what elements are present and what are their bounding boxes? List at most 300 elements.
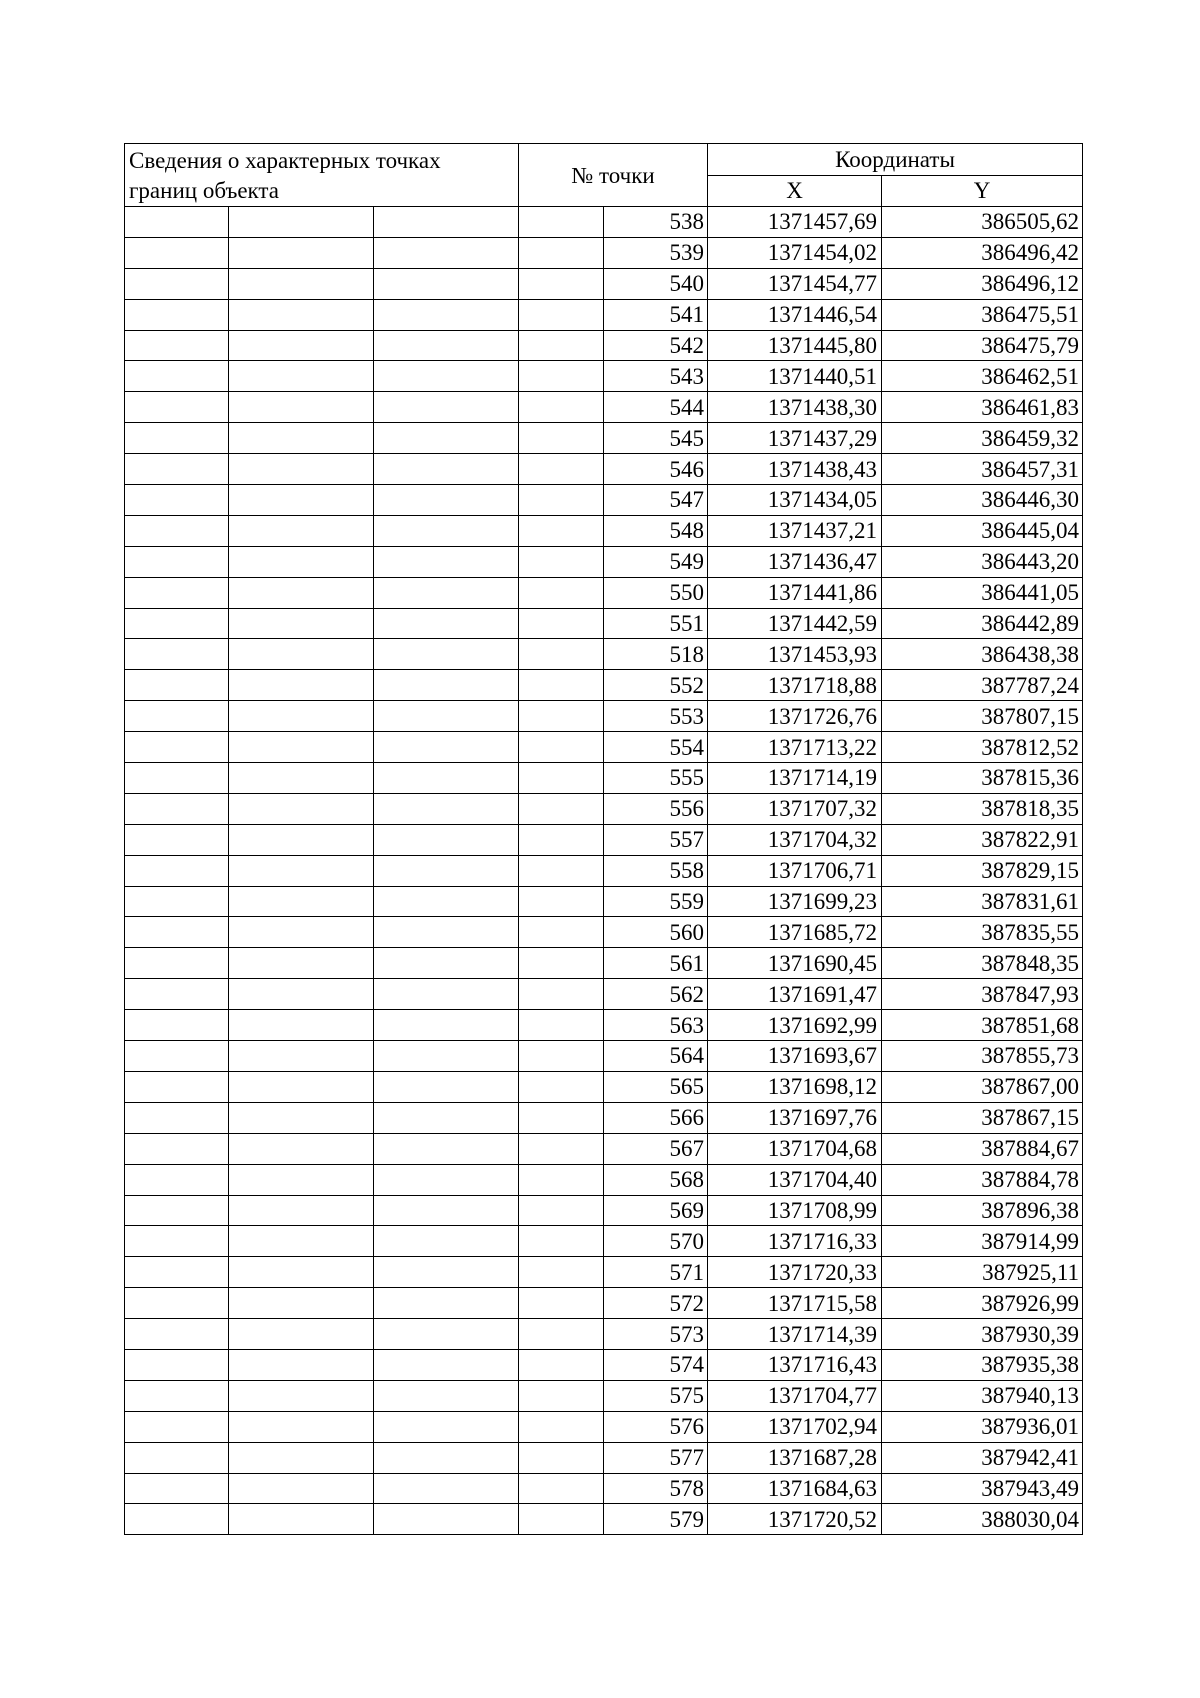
point-number-cell: 538 bbox=[604, 207, 708, 238]
x-coordinate-cell: 1371708,99 bbox=[708, 1195, 882, 1226]
x-coordinate-cell: 1371718,88 bbox=[708, 670, 882, 701]
empty-cell bbox=[125, 1442, 229, 1473]
empty-cell bbox=[374, 732, 519, 763]
x-coordinate-cell: 1371454,02 bbox=[708, 237, 882, 268]
empty-cell bbox=[374, 1071, 519, 1102]
point-number-cell: 553 bbox=[604, 701, 708, 732]
y-coordinate-cell: 386475,51 bbox=[882, 299, 1083, 330]
empty-cell bbox=[229, 237, 374, 268]
empty-cell bbox=[374, 1102, 519, 1133]
x-coordinate-cell: 1371704,77 bbox=[708, 1380, 882, 1411]
table-row bbox=[125, 1349, 1083, 1380]
empty-cell bbox=[125, 1195, 229, 1226]
y-coordinate-cell: 386457,31 bbox=[882, 454, 1083, 485]
point-number-cell: 570 bbox=[604, 1226, 708, 1257]
empty-cell bbox=[519, 268, 604, 299]
empty-cell bbox=[519, 1442, 604, 1473]
y-coordinate-cell: 387935,38 bbox=[882, 1349, 1083, 1380]
empty-cell bbox=[125, 763, 229, 794]
empty-cell bbox=[125, 1349, 229, 1380]
x-coordinate-cell: 1371698,12 bbox=[708, 1071, 882, 1102]
point-number-cell: 546 bbox=[604, 454, 708, 485]
point-number-cell: 564 bbox=[604, 1041, 708, 1072]
empty-cell bbox=[519, 1473, 604, 1504]
empty-cell bbox=[374, 207, 519, 238]
point-number-cell: 579 bbox=[604, 1504, 708, 1535]
empty-cell bbox=[374, 1164, 519, 1195]
empty-cell bbox=[519, 732, 604, 763]
y-coordinate-cell: 386441,05 bbox=[882, 577, 1083, 608]
empty-cell bbox=[229, 392, 374, 423]
x-coordinate-cell: 1371706,71 bbox=[708, 855, 882, 886]
empty-cell bbox=[125, 1133, 229, 1164]
empty-cell bbox=[125, 979, 229, 1010]
empty-cell bbox=[374, 268, 519, 299]
y-coordinate-cell: 387896,38 bbox=[882, 1195, 1083, 1226]
empty-cell bbox=[229, 1164, 374, 1195]
header-y-cell: Y bbox=[882, 175, 1083, 207]
empty-cell bbox=[229, 423, 374, 454]
empty-cell bbox=[229, 701, 374, 732]
x-coordinate-cell: 1371441,86 bbox=[708, 577, 882, 608]
y-coordinate-cell: 386442,89 bbox=[882, 608, 1083, 639]
table-row bbox=[125, 1380, 1083, 1411]
empty-cell bbox=[125, 1380, 229, 1411]
table-row bbox=[125, 917, 1083, 948]
empty-cell bbox=[374, 330, 519, 361]
point-number-cell: 578 bbox=[604, 1473, 708, 1504]
empty-cell bbox=[519, 824, 604, 855]
empty-cell bbox=[519, 577, 604, 608]
point-number-cell: 543 bbox=[604, 361, 708, 392]
empty-cell bbox=[125, 1071, 229, 1102]
point-number-cell: 542 bbox=[604, 330, 708, 361]
x-coordinate-cell: 1371692,99 bbox=[708, 1010, 882, 1041]
x-coordinate-cell: 1371691,47 bbox=[708, 979, 882, 1010]
x-coordinate-cell: 1371720,52 bbox=[708, 1504, 882, 1535]
table-row bbox=[125, 979, 1083, 1010]
empty-cell bbox=[374, 1473, 519, 1504]
point-number-cell: 554 bbox=[604, 732, 708, 763]
empty-cell bbox=[519, 979, 604, 1010]
x-coordinate-cell: 1371690,45 bbox=[708, 948, 882, 979]
empty-cell bbox=[374, 1041, 519, 1072]
empty-cell bbox=[519, 886, 604, 917]
empty-cell bbox=[519, 330, 604, 361]
empty-cell bbox=[519, 855, 604, 886]
empty-cell bbox=[519, 670, 604, 701]
empty-cell bbox=[519, 917, 604, 948]
empty-cell bbox=[229, 1102, 374, 1133]
y-coordinate-cell: 387936,01 bbox=[882, 1411, 1083, 1442]
empty-cell bbox=[125, 793, 229, 824]
empty-cell bbox=[374, 855, 519, 886]
point-number-cell: 552 bbox=[604, 670, 708, 701]
empty-cell bbox=[374, 608, 519, 639]
x-coordinate-cell: 1371699,23 bbox=[708, 886, 882, 917]
point-number-cell: 559 bbox=[604, 886, 708, 917]
x-coordinate-cell: 1371714,19 bbox=[708, 763, 882, 794]
table-row bbox=[125, 1041, 1083, 1072]
empty-cell bbox=[125, 670, 229, 701]
empty-cell bbox=[229, 1195, 374, 1226]
empty-cell bbox=[125, 732, 229, 763]
empty-cell bbox=[229, 515, 374, 546]
empty-cell bbox=[229, 1411, 374, 1442]
empty-cell bbox=[125, 855, 229, 886]
y-coordinate-cell: 387940,13 bbox=[882, 1380, 1083, 1411]
empty-cell bbox=[229, 1041, 374, 1072]
table-row bbox=[125, 299, 1083, 330]
empty-cell bbox=[229, 824, 374, 855]
table-row bbox=[125, 515, 1083, 546]
point-number-cell: 562 bbox=[604, 979, 708, 1010]
table-row bbox=[125, 577, 1083, 608]
y-coordinate-cell: 387851,68 bbox=[882, 1010, 1083, 1041]
empty-cell bbox=[374, 546, 519, 577]
y-coordinate-cell: 386462,51 bbox=[882, 361, 1083, 392]
empty-cell bbox=[229, 855, 374, 886]
table-row bbox=[125, 763, 1083, 794]
empty-cell bbox=[374, 1319, 519, 1350]
empty-cell bbox=[125, 886, 229, 917]
header-x-cell: X bbox=[708, 175, 882, 207]
table-row bbox=[125, 546, 1083, 577]
table-row bbox=[125, 207, 1083, 238]
empty-cell bbox=[374, 237, 519, 268]
empty-cell bbox=[519, 454, 604, 485]
empty-cell bbox=[519, 299, 604, 330]
table-body bbox=[125, 207, 1083, 1535]
empty-cell bbox=[125, 1257, 229, 1288]
empty-cell bbox=[229, 1473, 374, 1504]
empty-cell bbox=[519, 1349, 604, 1380]
point-number-cell: 550 bbox=[604, 577, 708, 608]
y-coordinate-cell: 386446,30 bbox=[882, 485, 1083, 516]
empty-cell bbox=[229, 1133, 374, 1164]
y-coordinate-cell: 387942,41 bbox=[882, 1442, 1083, 1473]
empty-cell bbox=[374, 1288, 519, 1319]
table-row bbox=[125, 886, 1083, 917]
table-row bbox=[125, 1411, 1083, 1442]
empty-cell bbox=[374, 639, 519, 670]
table-row bbox=[125, 948, 1083, 979]
x-coordinate-cell: 1371442,59 bbox=[708, 608, 882, 639]
y-coordinate-cell: 386475,79 bbox=[882, 330, 1083, 361]
x-coordinate-cell: 1371437,29 bbox=[708, 423, 882, 454]
x-coordinate-cell: 1371434,05 bbox=[708, 485, 882, 516]
y-coordinate-cell: 386445,04 bbox=[882, 515, 1083, 546]
empty-cell bbox=[125, 1504, 229, 1535]
empty-cell bbox=[125, 1164, 229, 1195]
x-coordinate-cell: 1371715,58 bbox=[708, 1288, 882, 1319]
empty-cell bbox=[374, 485, 519, 516]
table-row bbox=[125, 1195, 1083, 1226]
y-coordinate-cell: 387835,55 bbox=[882, 917, 1083, 948]
empty-cell bbox=[229, 330, 374, 361]
table-row bbox=[125, 824, 1083, 855]
empty-cell bbox=[229, 207, 374, 238]
empty-cell bbox=[519, 763, 604, 794]
empty-cell bbox=[125, 1010, 229, 1041]
point-number-cell: 518 bbox=[604, 639, 708, 670]
y-coordinate-cell: 387884,78 bbox=[882, 1164, 1083, 1195]
table-row bbox=[125, 237, 1083, 268]
table-row bbox=[125, 1442, 1083, 1473]
x-coordinate-cell: 1371436,47 bbox=[708, 546, 882, 577]
empty-cell bbox=[229, 454, 374, 485]
empty-cell bbox=[374, 1010, 519, 1041]
empty-cell bbox=[125, 1473, 229, 1504]
header-info-cell: Сведения о характерных точках границ объекта bbox=[125, 144, 519, 207]
empty-cell bbox=[229, 886, 374, 917]
empty-cell bbox=[519, 1288, 604, 1319]
point-number-cell: 561 bbox=[604, 948, 708, 979]
y-coordinate-cell: 387884,67 bbox=[882, 1133, 1083, 1164]
x-coordinate-cell: 1371687,28 bbox=[708, 1442, 882, 1473]
empty-cell bbox=[374, 1411, 519, 1442]
point-number-cell: 539 bbox=[604, 237, 708, 268]
x-coordinate-cell: 1371454,77 bbox=[708, 268, 882, 299]
empty-cell bbox=[229, 917, 374, 948]
point-number-cell: 555 bbox=[604, 763, 708, 794]
point-number-cell: 547 bbox=[604, 485, 708, 516]
empty-cell bbox=[519, 237, 604, 268]
empty-cell bbox=[125, 948, 229, 979]
empty-cell bbox=[519, 1257, 604, 1288]
x-coordinate-cell: 1371704,40 bbox=[708, 1164, 882, 1195]
y-coordinate-cell: 387926,99 bbox=[882, 1288, 1083, 1319]
y-coordinate-cell: 387829,15 bbox=[882, 855, 1083, 886]
empty-cell bbox=[374, 917, 519, 948]
empty-cell bbox=[125, 454, 229, 485]
x-coordinate-cell: 1371440,51 bbox=[708, 361, 882, 392]
table-row bbox=[125, 268, 1083, 299]
empty-cell bbox=[374, 793, 519, 824]
empty-cell bbox=[229, 1010, 374, 1041]
empty-cell bbox=[519, 1010, 604, 1041]
x-coordinate-cell: 1371697,76 bbox=[708, 1102, 882, 1133]
point-number-cell: 549 bbox=[604, 546, 708, 577]
table-row bbox=[125, 670, 1083, 701]
x-coordinate-cell: 1371707,32 bbox=[708, 793, 882, 824]
table-row bbox=[125, 608, 1083, 639]
empty-cell bbox=[374, 577, 519, 608]
table-row bbox=[125, 330, 1083, 361]
y-coordinate-cell: 387943,49 bbox=[882, 1473, 1083, 1504]
empty-cell bbox=[229, 948, 374, 979]
empty-cell bbox=[519, 1102, 604, 1133]
x-coordinate-cell: 1371720,33 bbox=[708, 1257, 882, 1288]
empty-cell bbox=[125, 1226, 229, 1257]
empty-cell bbox=[374, 1226, 519, 1257]
empty-cell bbox=[229, 268, 374, 299]
empty-cell bbox=[125, 1041, 229, 1072]
empty-cell bbox=[519, 1226, 604, 1257]
empty-cell bbox=[125, 608, 229, 639]
empty-cell bbox=[125, 237, 229, 268]
empty-cell bbox=[125, 268, 229, 299]
y-coordinate-cell: 387815,36 bbox=[882, 763, 1083, 794]
y-coordinate-cell: 386443,20 bbox=[882, 546, 1083, 577]
empty-cell bbox=[229, 732, 374, 763]
empty-cell bbox=[125, 917, 229, 948]
empty-cell bbox=[519, 392, 604, 423]
y-coordinate-cell: 387831,61 bbox=[882, 886, 1083, 917]
x-coordinate-cell: 1371704,68 bbox=[708, 1133, 882, 1164]
empty-cell bbox=[519, 639, 604, 670]
table-row bbox=[125, 1102, 1083, 1133]
coordinates-table bbox=[124, 143, 1083, 1535]
point-number-cell: 577 bbox=[604, 1442, 708, 1473]
empty-cell bbox=[374, 1133, 519, 1164]
table-row bbox=[125, 1288, 1083, 1319]
y-coordinate-cell: 386461,83 bbox=[882, 392, 1083, 423]
empty-cell bbox=[374, 948, 519, 979]
y-coordinate-cell: 387822,91 bbox=[882, 824, 1083, 855]
header-coordinates-cell: Координаты bbox=[708, 144, 1083, 176]
point-number-cell: 558 bbox=[604, 855, 708, 886]
empty-cell bbox=[229, 608, 374, 639]
empty-cell bbox=[229, 1257, 374, 1288]
y-coordinate-cell: 387867,15 bbox=[882, 1102, 1083, 1133]
empty-cell bbox=[374, 979, 519, 1010]
empty-cell bbox=[229, 1504, 374, 1535]
header-row-1 bbox=[125, 144, 1083, 176]
x-coordinate-cell: 1371726,76 bbox=[708, 701, 882, 732]
y-coordinate-cell: 386496,42 bbox=[882, 237, 1083, 268]
point-number-cell: 573 bbox=[604, 1319, 708, 1350]
empty-cell bbox=[519, 515, 604, 546]
empty-cell bbox=[519, 361, 604, 392]
empty-cell bbox=[125, 1102, 229, 1133]
y-coordinate-cell: 387867,00 bbox=[882, 1071, 1083, 1102]
empty-cell bbox=[519, 1319, 604, 1350]
point-number-cell: 556 bbox=[604, 793, 708, 824]
point-number-cell: 551 bbox=[604, 608, 708, 639]
x-coordinate-cell: 1371713,22 bbox=[708, 732, 882, 763]
empty-cell bbox=[519, 608, 604, 639]
x-coordinate-cell: 1371438,30 bbox=[708, 392, 882, 423]
empty-cell bbox=[125, 485, 229, 516]
empty-cell bbox=[374, 824, 519, 855]
empty-cell bbox=[229, 639, 374, 670]
empty-cell bbox=[519, 546, 604, 577]
empty-cell bbox=[229, 1380, 374, 1411]
empty-cell bbox=[229, 361, 374, 392]
empty-cell bbox=[519, 1195, 604, 1226]
x-coordinate-cell: 1371437,21 bbox=[708, 515, 882, 546]
empty-cell bbox=[125, 1319, 229, 1350]
table-row bbox=[125, 1257, 1083, 1288]
empty-cell bbox=[374, 701, 519, 732]
empty-cell bbox=[374, 1442, 519, 1473]
empty-cell bbox=[125, 546, 229, 577]
y-coordinate-cell: 386459,32 bbox=[882, 423, 1083, 454]
table-row bbox=[125, 1226, 1083, 1257]
point-number-cell: 540 bbox=[604, 268, 708, 299]
empty-cell bbox=[125, 361, 229, 392]
empty-cell bbox=[374, 299, 519, 330]
table-row bbox=[125, 793, 1083, 824]
point-number-cell: 575 bbox=[604, 1380, 708, 1411]
table-row bbox=[125, 423, 1083, 454]
x-coordinate-cell: 1371693,67 bbox=[708, 1041, 882, 1072]
x-coordinate-cell: 1371704,32 bbox=[708, 824, 882, 855]
x-coordinate-cell: 1371445,80 bbox=[708, 330, 882, 361]
empty-cell bbox=[519, 701, 604, 732]
empty-cell bbox=[374, 392, 519, 423]
empty-cell bbox=[125, 515, 229, 546]
x-coordinate-cell: 1371702,94 bbox=[708, 1411, 882, 1442]
table-row bbox=[125, 485, 1083, 516]
empty-cell bbox=[125, 639, 229, 670]
point-number-cell: 576 bbox=[604, 1411, 708, 1442]
table-row bbox=[125, 639, 1083, 670]
point-number-cell: 557 bbox=[604, 824, 708, 855]
empty-cell bbox=[374, 670, 519, 701]
empty-cell bbox=[374, 423, 519, 454]
empty-cell bbox=[519, 793, 604, 824]
empty-cell bbox=[125, 207, 229, 238]
point-number-cell: 566 bbox=[604, 1102, 708, 1133]
y-coordinate-cell: 387848,35 bbox=[882, 948, 1083, 979]
empty-cell bbox=[125, 1411, 229, 1442]
empty-cell bbox=[519, 1164, 604, 1195]
empty-cell bbox=[519, 1133, 604, 1164]
coordinates-sheet bbox=[124, 143, 1082, 1535]
empty-cell bbox=[519, 207, 604, 238]
y-coordinate-cell: 387930,39 bbox=[882, 1319, 1083, 1350]
empty-cell bbox=[229, 793, 374, 824]
x-coordinate-cell: 1371684,63 bbox=[708, 1473, 882, 1504]
table-row bbox=[125, 392, 1083, 423]
empty-cell bbox=[229, 670, 374, 701]
y-coordinate-cell: 387812,52 bbox=[882, 732, 1083, 763]
point-number-cell: 574 bbox=[604, 1349, 708, 1380]
point-number-cell: 572 bbox=[604, 1288, 708, 1319]
empty-cell bbox=[229, 1319, 374, 1350]
empty-cell bbox=[374, 1349, 519, 1380]
table-row bbox=[125, 732, 1083, 763]
x-coordinate-cell: 1371716,33 bbox=[708, 1226, 882, 1257]
table-row bbox=[125, 1164, 1083, 1195]
empty-cell bbox=[519, 1411, 604, 1442]
header-point-no-cell: № точки bbox=[519, 144, 708, 207]
empty-cell bbox=[229, 546, 374, 577]
empty-cell bbox=[519, 1380, 604, 1411]
table-row bbox=[125, 454, 1083, 485]
y-coordinate-cell: 387807,15 bbox=[882, 701, 1083, 732]
empty-cell bbox=[229, 299, 374, 330]
empty-cell bbox=[374, 361, 519, 392]
y-coordinate-cell: 386496,12 bbox=[882, 268, 1083, 299]
y-coordinate-cell: 386505,62 bbox=[882, 207, 1083, 238]
y-coordinate-cell: 387818,35 bbox=[882, 793, 1083, 824]
empty-cell bbox=[125, 423, 229, 454]
empty-cell bbox=[229, 577, 374, 608]
empty-cell bbox=[374, 1195, 519, 1226]
empty-cell bbox=[519, 485, 604, 516]
point-number-cell: 560 bbox=[604, 917, 708, 948]
y-coordinate-cell: 387787,24 bbox=[882, 670, 1083, 701]
point-number-cell: 563 bbox=[604, 1010, 708, 1041]
empty-cell bbox=[374, 763, 519, 794]
table-row bbox=[125, 855, 1083, 886]
point-number-cell: 544 bbox=[604, 392, 708, 423]
empty-cell bbox=[374, 1257, 519, 1288]
point-number-cell: 567 bbox=[604, 1133, 708, 1164]
